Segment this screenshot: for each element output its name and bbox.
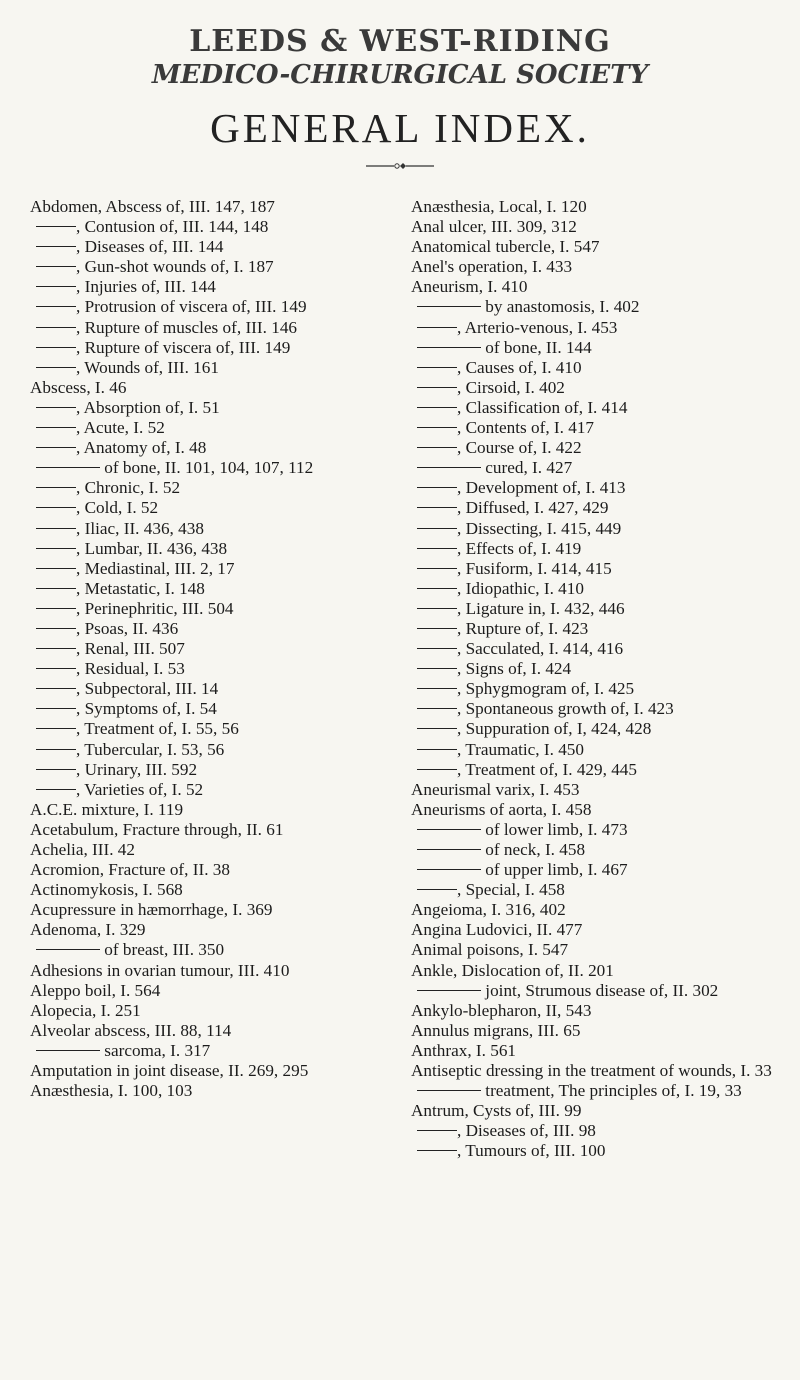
index-entry (411, 418, 800, 438)
ditto-dash (36, 648, 76, 649)
index-entry (411, 539, 800, 559)
index-entry (411, 659, 800, 679)
index-entry (411, 1121, 800, 1141)
index-entry-text: Acromion, Fracture of, II. 38 (30, 860, 230, 880)
index-entry (30, 378, 420, 398)
index-entry (411, 719, 800, 739)
index-entry (411, 599, 800, 619)
ditto-dash (417, 728, 457, 729)
ditto-dash (36, 447, 76, 448)
index-entry (30, 981, 420, 1001)
index-entry (411, 760, 800, 780)
library-stamp-line-1: LEEDS & WEST-RIDING (189, 24, 611, 59)
index-entry (411, 780, 800, 800)
index-entry (411, 297, 800, 317)
index-entry (30, 780, 420, 800)
index-entry (30, 679, 420, 699)
index-entry (30, 458, 420, 478)
index-entry (411, 318, 800, 338)
ditto-dash (36, 688, 76, 689)
index-entry (30, 277, 420, 297)
index-entry (411, 358, 800, 378)
index-entry (411, 840, 800, 860)
index-entry-text: of lower limb, I. 473 (485, 819, 628, 839)
ditto-dash (417, 1090, 481, 1091)
index-entry-text: of breast, III. 350 (104, 940, 225, 960)
ditto-dash (36, 769, 76, 770)
index-entry (30, 1061, 420, 1081)
index-entry-text: , Injuries of, III. 144 (76, 277, 216, 297)
index-entry-text: , Sacculated, I. 414, 416 (457, 639, 624, 659)
index-entry-text: , Suppuration of, I, 424, 428 (457, 719, 652, 739)
ditto-dash (36, 487, 76, 488)
index-entry (411, 438, 800, 458)
index-entry-text: Aneurismal varix, I. 453 (411, 779, 580, 799)
ditto-dash (417, 387, 457, 388)
index-entry-text: , Iliac, II. 436, 438 (76, 518, 204, 538)
index-entry-text: Anel's operation, I. 433 (411, 257, 573, 277)
index-entry-text: , Spontaneous growth of, I. 423 (457, 699, 674, 719)
index-entry (411, 458, 800, 478)
index-entry-text: , Chronic, I. 52 (76, 478, 181, 498)
index-entry-text: , Signs of, I. 424 (457, 659, 572, 679)
index-entry (411, 519, 800, 539)
ditto-dash (417, 668, 457, 669)
index-entry-text: , Treatment of, I. 55, 56 (76, 719, 239, 739)
index-entry (30, 1041, 420, 1061)
index-entry-text: , Diseases of, III. 98 (457, 1121, 596, 1141)
index-entry-text: Abscess, I. 46 (30, 377, 127, 397)
index-entry (411, 378, 800, 398)
ditto-dash (417, 467, 481, 468)
index-entry-text: , Effects of, I. 419 (457, 538, 582, 558)
ditto-dash (36, 286, 76, 287)
ditto-dash (36, 226, 76, 227)
index-entry (30, 1001, 420, 1021)
index-entry-text: , Ligature in, I. 432, 446 (457, 598, 625, 618)
index-entry (411, 277, 800, 297)
index-entry-text: , Arterio-venous, I. 453 (457, 317, 618, 337)
ditto-dash (417, 1150, 457, 1151)
index-entry-text: , Perinephritic, III. 504 (76, 598, 234, 618)
index-entry-text: , Metastatic, I. 148 (76, 578, 205, 598)
index-entry-text: , Sphygmogram of, I. 425 (457, 679, 635, 699)
index-entry (30, 619, 420, 639)
index-entry (30, 599, 420, 619)
ditto-dash (36, 548, 76, 549)
ditto-dash (417, 367, 457, 368)
index-entry-text: treatment, The principles of, I. 19, 33 (485, 1081, 742, 1101)
index-entry (411, 1141, 800, 1161)
index-entry-text: Acupressure in hæmorrhage, I. 369 (30, 900, 273, 920)
index-entry (30, 880, 420, 900)
index-entry (30, 418, 420, 438)
index-entry-text: , Lumbar, II. 436, 438 (76, 538, 228, 558)
index-entry-text: , Protrusion of viscera of, III. 149 (76, 297, 307, 317)
index-column-right (411, 197, 800, 1162)
index-entry-text: , Rupture of, I. 423 (457, 618, 589, 638)
index-entry (411, 699, 800, 719)
ditto-dash (36, 568, 76, 569)
index-entry-text: , Gun-shot wounds of, I. 187 (76, 257, 274, 277)
index-entry (30, 197, 420, 217)
index-entry-text: Ankylo-blepharon, II, 543 (411, 1000, 592, 1020)
ditto-dash (36, 246, 76, 247)
index-entry-text: Annulus migrans, III. 65 (411, 1020, 581, 1040)
ditto-dash (417, 407, 457, 408)
index-entry-text: , Classification of, I. 414 (457, 397, 628, 417)
ditto-dash (36, 347, 76, 348)
index-entry (30, 719, 420, 739)
index-entry-text: , Acute, I. 52 (76, 418, 165, 438)
ditto-dash (417, 628, 457, 629)
index-entry-text: Anatomical tubercle, I. 547 (411, 237, 600, 257)
index-entry (411, 498, 800, 518)
index-entry (30, 639, 420, 659)
index-entry-text: , Tubercular, I. 53, 56 (76, 739, 225, 759)
index-entry-text: , Absorption of, I. 51 (76, 397, 220, 417)
index-entry (30, 237, 420, 257)
ditto-dash (417, 1130, 457, 1131)
index-entry (411, 740, 800, 760)
index-entry (30, 559, 420, 579)
index-entry (411, 478, 800, 498)
index-entry-text: , Symptoms of, I. 54 (76, 699, 217, 719)
ornamental-rule (364, 159, 436, 173)
ditto-dash (417, 869, 481, 870)
index-entry-text: Alveolar abscess, III. 88, 114 (30, 1020, 232, 1040)
ditto-dash (417, 327, 457, 328)
index-entry-text: , Wounds of, III. 161 (76, 357, 219, 377)
index-entry (411, 961, 800, 981)
index-entry-text: of upper limb, I. 467 (485, 860, 628, 880)
index-column-left (30, 197, 420, 1101)
ditto-dash (36, 467, 100, 468)
index-entry-text: Alopecia, I. 251 (30, 1000, 141, 1020)
index-entry-text: , Residual, I. 53 (76, 659, 185, 679)
index-entry (411, 237, 800, 257)
index-entry-text: , Development of, I. 413 (457, 478, 626, 498)
index-entry-text: , Contusion of, III. 144, 148 (76, 217, 269, 237)
index-entry (30, 257, 420, 277)
index-entry (411, 257, 800, 277)
index-entry-text: Acetabulum, Fracture through, II. 61 (30, 819, 284, 839)
index-entry (30, 338, 420, 358)
ditto-dash (417, 487, 457, 488)
index-entry (411, 1081, 800, 1101)
index-entry (30, 318, 420, 338)
index-entry (30, 358, 420, 378)
index-entry-text: joint, Strumous disease of, II. 302 (485, 980, 719, 1000)
index-entry-text: Actinomykosis, I. 568 (30, 880, 183, 900)
ditto-dash (417, 889, 457, 890)
ditto-dash (36, 427, 76, 428)
index-entry (411, 820, 800, 840)
index-entry-text: of bone, II. 101, 104, 107, 112 (104, 458, 314, 478)
ditto-dash (417, 769, 457, 770)
index-entry-text: , Course of, I. 422 (457, 438, 582, 458)
index-entry-text: Antiseptic dressing in the treatment of wounds, I. 33 (411, 1061, 772, 1081)
index-entry-text: of bone, II. 144 (485, 337, 592, 357)
ditto-dash (36, 949, 100, 950)
index-entry-text: Anal ulcer, III. 309, 312 (411, 217, 577, 237)
index-entry (411, 398, 800, 418)
index-entry (411, 579, 800, 599)
index-entry (30, 438, 420, 458)
ditto-dash (417, 849, 481, 850)
index-entry-text: Angina Ludovici, II. 477 (411, 920, 583, 940)
ditto-dash (417, 528, 457, 529)
ditto-dash (417, 427, 457, 428)
ditto-dash (36, 367, 76, 368)
ditto-dash (36, 628, 76, 629)
index-entry (30, 519, 420, 539)
index-entry (30, 860, 420, 880)
ditto-dash (417, 648, 457, 649)
ditto-dash (36, 749, 76, 750)
index-entry (411, 1061, 800, 1081)
ditto-dash (36, 266, 76, 267)
index-entry-text: Anæsthesia, Local, I. 120 (411, 197, 587, 216)
index-entry-text: Angeioma, I. 316, 402 (411, 900, 566, 920)
index-entry (411, 217, 800, 237)
index-entry (30, 398, 420, 418)
index-entry (411, 981, 800, 1001)
index-entry-text: Aleppo boil, I. 564 (30, 980, 161, 1000)
index-entry (30, 900, 420, 920)
index-entry-text: Antrum, Cysts of, III. 99 (411, 1101, 582, 1121)
index-entry (30, 961, 420, 981)
page-title: GENERAL INDEX. (210, 105, 590, 151)
index-entry (411, 800, 800, 820)
index-entry (411, 880, 800, 900)
ditto-dash (36, 668, 76, 669)
ditto-dash (417, 688, 457, 689)
ditto-dash (36, 407, 76, 408)
ditto-dash (417, 708, 457, 709)
index-entry (411, 1021, 800, 1041)
index-entry (30, 1081, 420, 1101)
index-entry-text: , Varieties of, I. 52 (76, 779, 204, 799)
index-entry (411, 197, 800, 217)
index-entry (411, 639, 800, 659)
index-entry-text: , Psoas, II. 436 (76, 618, 179, 638)
ditto-dash (36, 528, 76, 529)
ditto-dash (36, 588, 76, 589)
index-entry (411, 940, 800, 960)
index-entry (411, 1001, 800, 1021)
index-entry-text: , Mediastinal, III. 2, 17 (76, 558, 235, 578)
ditto-dash (417, 990, 481, 991)
ditto-dash (36, 327, 76, 328)
index-entry-text: Abdomen, Abscess of, III. 147, 187 (30, 197, 275, 216)
index-entry-text: , Traumatic, I. 450 (457, 739, 584, 759)
ditto-dash (417, 306, 481, 307)
index-entry-text: Aneurism, I. 410 (411, 277, 528, 297)
ditto-dash (417, 588, 457, 589)
ditto-dash (36, 306, 76, 307)
index-entry (30, 740, 420, 760)
index-entry-text: Aneurisms of aorta, I. 458 (411, 799, 592, 819)
ditto-dash (417, 347, 481, 348)
ditto-dash (36, 608, 76, 609)
index-entry (30, 760, 420, 780)
index-entry (411, 679, 800, 699)
ditto-dash (36, 1050, 100, 1051)
ditto-dash (417, 749, 457, 750)
index-entry (411, 559, 800, 579)
index-entry (30, 940, 420, 960)
index-entry-text: , Rupture of viscera of, III. 149 (76, 337, 291, 357)
index-entry (30, 920, 420, 940)
index-entry-text: , Idiopathic, I. 410 (457, 578, 584, 598)
index-entry (30, 217, 420, 237)
index-entry (30, 297, 420, 317)
index-entry (411, 900, 800, 920)
index-entry-text: , Rupture of muscles of, III. 146 (76, 317, 298, 337)
index-entry (30, 579, 420, 599)
index-entry-text: of neck, I. 458 (485, 840, 586, 859)
index-entry-text: Achelia, III. 42 (30, 840, 135, 859)
index-entry-text: , Special, I. 458 (457, 880, 565, 900)
index-entry-text: , Treatment of, I. 429, 445 (457, 759, 637, 779)
ditto-dash (417, 568, 457, 569)
index-entry-text: A.C.E. mixture, I. 119 (30, 799, 184, 819)
index-entry (411, 338, 800, 358)
index-entry (30, 699, 420, 719)
ditto-dash (417, 608, 457, 609)
index-entry (30, 659, 420, 679)
index-entry-text: cured, I. 427 (485, 458, 573, 478)
index-entry-text: Adenoma, I. 329 (30, 920, 146, 940)
ditto-dash (417, 447, 457, 448)
index-entry-text: Anæsthesia, I. 100, 103 (30, 1081, 193, 1101)
index-entry (30, 840, 420, 860)
index-entry-text: sarcoma, I. 317 (104, 1040, 211, 1060)
index-entry-text: , Cold, I. 52 (76, 498, 159, 518)
index-entry-text: , Renal, III. 507 (76, 639, 185, 659)
ditto-dash (417, 507, 457, 508)
index-entry-text: by anastomosis, I. 402 (485, 297, 640, 317)
ditto-dash (36, 789, 76, 790)
index-entry-text: , Cirsoid, I. 402 (457, 377, 565, 397)
index-entry-text: , Diffused, I. 427, 429 (457, 498, 609, 518)
index-entry (411, 1041, 800, 1061)
index-entry-text: , Fusiform, I. 414, 415 (457, 558, 612, 578)
index-entry-text: Anthrax, I. 561 (411, 1040, 517, 1060)
index-entry (411, 920, 800, 940)
ditto-dash (36, 728, 76, 729)
index-entry (30, 478, 420, 498)
index-entry-text: , Contents of, I. 417 (457, 418, 595, 438)
index-entry (30, 498, 420, 518)
index-entry (411, 1101, 800, 1121)
ditto-dash (36, 708, 76, 709)
library-stamp-line-2: MEDICO-CHIRURGICAL SOCIETY (151, 60, 649, 90)
index-entry (30, 820, 420, 840)
index-entry-text: Animal poisons, I. 547 (411, 940, 569, 960)
ditto-dash (36, 507, 76, 508)
index-entry (411, 619, 800, 639)
index-entry-text: , Urinary, III. 592 (76, 759, 198, 779)
index-entry-text: , Dissecting, I. 415, 449 (457, 518, 622, 538)
index-entry (30, 539, 420, 559)
index-entry-text: Ankle, Dislocation of, II. 201 (411, 960, 614, 980)
index-entry (411, 860, 800, 880)
index-entry-text: Adhesions in ovarian tumour, III. 410 (30, 960, 290, 980)
index-entry-text: , Subpectoral, III. 14 (76, 679, 219, 699)
index-entry-text: , Diseases of, III. 144 (76, 237, 224, 257)
index-entry-text: , Anatomy of, I. 48 (76, 438, 207, 458)
ditto-dash (417, 548, 457, 549)
index-entry-text: , Causes of, I. 410 (457, 357, 582, 377)
index-entry (30, 800, 420, 820)
index-entry-text: , Tumours of, III. 100 (457, 1141, 606, 1161)
ditto-dash (417, 829, 481, 830)
index-entry (30, 1021, 420, 1041)
index-entry-text: Amputation in joint disease, II. 269, 295 (30, 1061, 309, 1081)
